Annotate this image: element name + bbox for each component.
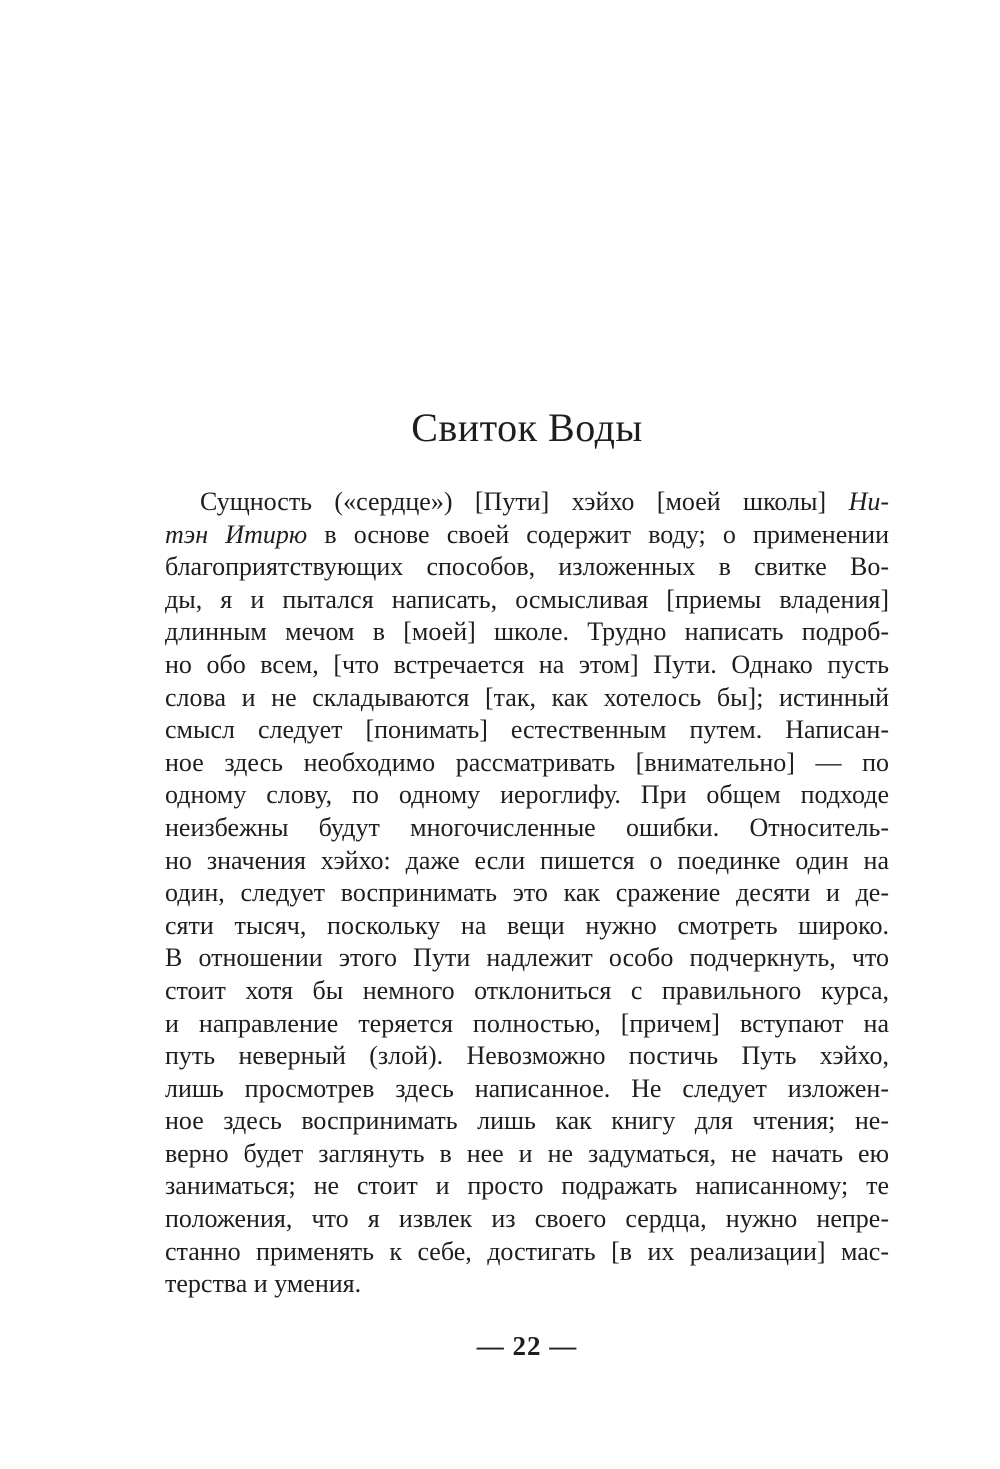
text-segment: станно применять к себе, достигать [в их реализации] мас- xyxy=(165,1236,889,1266)
text-line xyxy=(165,616,889,649)
text-segment: терства и умения. xyxy=(165,1269,362,1299)
text-line xyxy=(165,845,889,878)
text-segment: ное здесь необходимо рассматривать [внимательно] — по xyxy=(165,747,889,777)
text-segment: верно будет заглянуть в нее и не задуматься, не начать ею xyxy=(165,1138,889,1168)
text-segment: один, следует воспринимать это как сражение десяти и де- xyxy=(165,878,889,908)
text-line xyxy=(165,942,889,975)
text-segment: длинным мечом в [моей] школе. Трудно написать подроб- xyxy=(165,617,889,647)
text-segment: положения, что я извлек из своего сердца, нужно непре- xyxy=(165,1204,889,1234)
text-segment: сяти тысяч, поскольку на вещи нужно смотреть широко. xyxy=(165,910,889,940)
text-line xyxy=(165,877,889,910)
text-segment: но значения хэйхо: даже если пишется о поединке один на xyxy=(165,845,889,875)
text-line xyxy=(165,714,889,747)
text-segment: слова и не складываются [так, как хотелось бы]; истинный xyxy=(165,682,889,712)
text-line xyxy=(165,1236,889,1269)
text-line xyxy=(165,747,889,780)
text-line xyxy=(165,1040,889,1073)
page-title: Свиток Воды xyxy=(411,405,643,450)
text-segment: В отношении этого Пути надлежит особо подчеркнуть, что xyxy=(165,943,889,973)
text-segment: смысл следует [понимать] естественным путем. Написан- xyxy=(165,715,889,745)
text-line xyxy=(165,1170,889,1203)
text-line xyxy=(165,779,889,812)
text-segment: ды, я и пытался написать, осмысливая [приемы владения] xyxy=(165,584,889,614)
text-line xyxy=(165,1073,889,1106)
text-line xyxy=(165,1138,889,1171)
italic-term: Ни- xyxy=(848,487,889,516)
page-number: — 22 — xyxy=(476,1331,578,1361)
text-segment: одному слову, по одному иероглифу. При общем подходе xyxy=(165,780,889,810)
text-line xyxy=(165,649,889,682)
italic-term: тэн Итирю xyxy=(165,519,308,549)
text-segment: благоприятствующих способов, изложенных в свитке Во- xyxy=(165,552,889,582)
text-line xyxy=(165,1008,889,1041)
text-line xyxy=(165,910,889,943)
text-line xyxy=(165,812,889,845)
text-line xyxy=(165,975,889,1008)
body-text xyxy=(165,486,889,1301)
text-segment: в основе своей содержит воду; о применении xyxy=(307,519,889,549)
text-line xyxy=(165,584,889,617)
text-segment: путь неверный (злой). Невозможно постичь Путь хэйхо, xyxy=(165,1041,889,1071)
text-segment: лишь просмотрев здесь написанное. Не следует изложен- xyxy=(165,1073,889,1103)
text-line xyxy=(165,1105,889,1138)
text-line xyxy=(165,682,889,715)
text-segment: стоит хотя бы немного отклониться с правильного курса, xyxy=(165,975,889,1005)
text-segment: но обо всем, [что встречается на этом] Пути. Однако пусть xyxy=(165,649,889,679)
text-segment: и направление теряется полностью, [причем] вступают на xyxy=(165,1008,889,1038)
text-segment: Сущность («сердце») [Пути] хэйхо [моей школы] xyxy=(200,487,849,516)
text-line xyxy=(165,519,889,552)
text-line xyxy=(165,1203,889,1236)
text-segment: ное здесь воспринимать лишь как книгу для чтения; не- xyxy=(165,1106,889,1136)
text-line xyxy=(165,486,889,519)
text-segment: неизбежны будут многочисленные ошибки. Относитель- xyxy=(165,812,889,842)
text-line xyxy=(165,551,889,584)
text-line xyxy=(165,1268,889,1301)
text-segment: заниматься; не стоит и просто подражать написанному; те xyxy=(165,1171,889,1201)
